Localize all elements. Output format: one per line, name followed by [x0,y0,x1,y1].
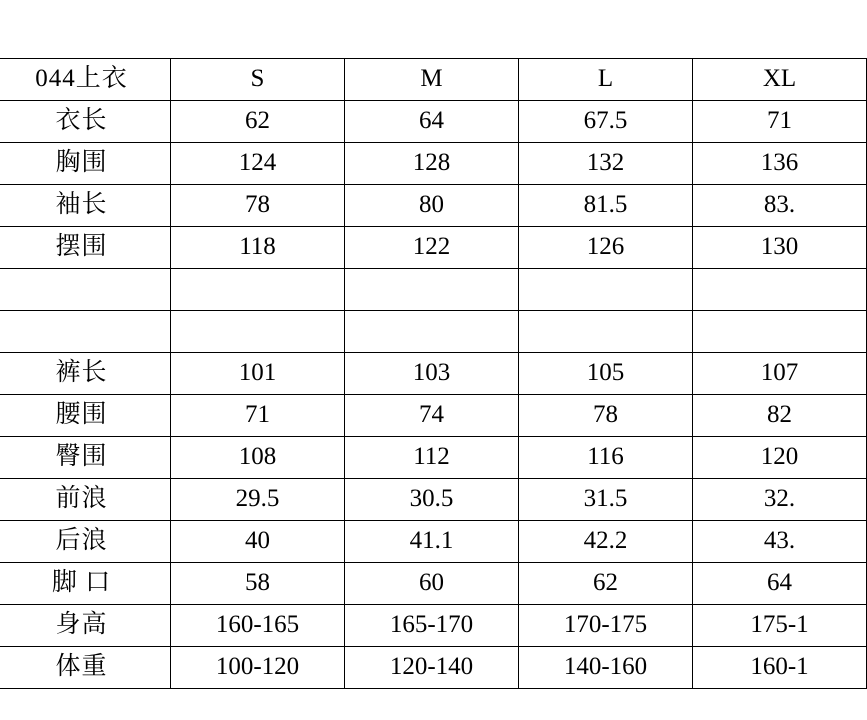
cell-value: 67.5 [519,101,693,143]
cell-value: 124 [171,143,345,185]
table-title-cell: 044上衣 [0,59,171,101]
cell-value [171,269,345,311]
cell-value [693,269,867,311]
cell-value [345,269,519,311]
row-label [0,269,171,311]
cell-value: 140-160 [519,647,693,689]
size-header-s: S [171,59,345,101]
cell-value [519,311,693,353]
cell-value [693,311,867,353]
cell-value [171,311,345,353]
cell-value: 160-1 [693,647,867,689]
size-header-l: L [519,59,693,101]
cell-value [345,311,519,353]
row-label: 衣长 [0,101,171,143]
table-row [0,437,867,479]
cell-value: 71 [171,395,345,437]
row-label: 袖长 [0,185,171,227]
table-row [0,647,867,689]
cell-value: 105 [519,353,693,395]
cell-value: 82 [693,395,867,437]
cell-value: 71 [693,101,867,143]
cell-value: 64 [345,101,519,143]
row-label: 身高 [0,605,171,647]
spacer-row [0,311,867,353]
cell-value: 29.5 [171,479,345,521]
row-label: 臀围 [0,437,171,479]
size-header-m: M [345,59,519,101]
table-row [0,479,867,521]
cell-value [519,269,693,311]
table-row [0,101,867,143]
table-row [0,605,867,647]
cell-value: 42.2 [519,521,693,563]
cell-value: 31.5 [519,479,693,521]
table-row [0,143,867,185]
cell-value: 41.1 [345,521,519,563]
row-label: 裤长 [0,353,171,395]
size-chart-table [0,58,867,689]
row-label [0,311,171,353]
cell-value: 130 [693,227,867,269]
cell-value: 116 [519,437,693,479]
row-label: 摆围 [0,227,171,269]
row-label: 腰围 [0,395,171,437]
cell-value: 43. [693,521,867,563]
cell-value: 175-1 [693,605,867,647]
row-label: 脚 口 [0,563,171,605]
cell-value: 170-175 [519,605,693,647]
row-label: 后浪 [0,521,171,563]
cell-value: 118 [171,227,345,269]
cell-value: 64 [693,563,867,605]
cell-value: 132 [519,143,693,185]
cell-value: 58 [171,563,345,605]
row-label: 前浪 [0,479,171,521]
cell-value: 80 [345,185,519,227]
cell-value: 120-140 [345,647,519,689]
table-body [0,59,867,689]
cell-value: 160-165 [171,605,345,647]
cell-value: 165-170 [345,605,519,647]
table-header-row [0,59,867,101]
spacer-row [0,269,867,311]
cell-value: 126 [519,227,693,269]
cell-value: 100-120 [171,647,345,689]
table-row [0,185,867,227]
cell-value: 136 [693,143,867,185]
cell-value: 107 [693,353,867,395]
cell-value: 122 [345,227,519,269]
cell-value: 32. [693,479,867,521]
cell-value: 30.5 [345,479,519,521]
size-header-xl: XL [693,59,867,101]
row-label: 体重 [0,647,171,689]
cell-value: 78 [171,185,345,227]
cell-value: 78 [519,395,693,437]
cell-value: 120 [693,437,867,479]
table-row [0,353,867,395]
row-label: 胸围 [0,143,171,185]
cell-value: 62 [519,563,693,605]
cell-value: 101 [171,353,345,395]
cell-value: 112 [345,437,519,479]
cell-value: 128 [345,143,519,185]
table-row [0,521,867,563]
cell-value: 62 [171,101,345,143]
cell-value: 60 [345,563,519,605]
table-row [0,395,867,437]
cell-value: 103 [345,353,519,395]
table-row [0,227,867,269]
cell-value: 74 [345,395,519,437]
cell-value: 40 [171,521,345,563]
cell-value: 83. [693,185,867,227]
cell-value: 108 [171,437,345,479]
table-row [0,563,867,605]
cell-value: 81.5 [519,185,693,227]
